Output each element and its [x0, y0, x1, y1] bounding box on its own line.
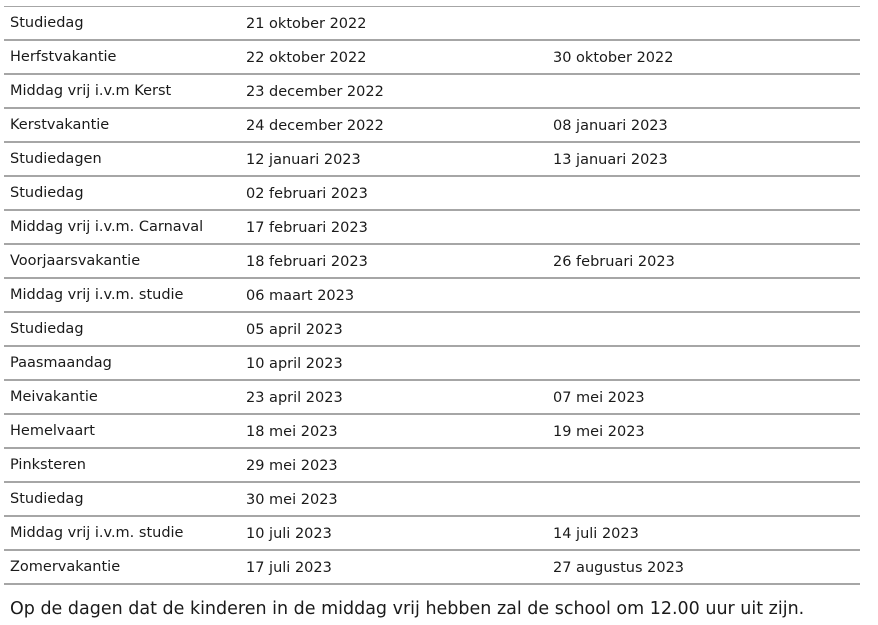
- start-date: 24 december 2022: [246, 118, 384, 134]
- event-name: Studiedag: [10, 15, 84, 31]
- table-row: [4, 7, 860, 41]
- start-date: 18 mei 2023: [246, 424, 338, 440]
- schedule-table: [4, 6, 860, 585]
- table-row: [4, 143, 860, 177]
- end-date: 07 mei 2023: [553, 390, 645, 406]
- event-name: Middag vrij i.v.m. studie: [10, 525, 184, 541]
- end-date: 14 juli 2023: [553, 526, 639, 542]
- event-name: Hemelvaart: [10, 423, 95, 439]
- event-name: Zomervakantie: [10, 559, 121, 575]
- event-name: Meivakantie: [10, 389, 98, 405]
- table-row: [4, 177, 860, 211]
- table-row: [4, 517, 860, 551]
- table-row: [4, 415, 860, 449]
- event-name: Kerstvakantie: [10, 117, 110, 133]
- table-row: [4, 245, 860, 279]
- start-date: 22 oktober 2022: [246, 50, 367, 66]
- start-date: 29 mei 2023: [246, 458, 338, 474]
- table-row: [4, 313, 860, 347]
- start-date: 05 april 2023: [246, 322, 343, 338]
- table-row: [4, 75, 860, 109]
- start-date: 18 februari 2023: [246, 254, 368, 270]
- event-name: Middag vrij i.v.m. studie: [10, 287, 184, 303]
- start-date: 02 februari 2023: [246, 186, 368, 202]
- footnote-text: Op de dagen dat de kinderen in de middag vrij hebben zal de school om 12.00 uur uit zijn.: [10, 599, 805, 619]
- start-date: 17 juli 2023: [246, 560, 332, 576]
- start-date: 23 april 2023: [246, 390, 343, 406]
- event-name: Herfstvakantie: [10, 49, 117, 65]
- start-date: 17 februari 2023: [246, 220, 368, 236]
- table-row: [4, 279, 860, 313]
- start-date: 06 maart 2023: [246, 288, 355, 304]
- table-row: [4, 109, 860, 143]
- event-name: Middag vrij i.v.m. Carnaval: [10, 219, 204, 235]
- end-date: 27 augustus 2023: [553, 560, 685, 576]
- end-date: 30 oktober 2022: [553, 50, 674, 66]
- event-name: Pinksteren: [10, 457, 86, 473]
- table-row: [4, 347, 860, 381]
- table-row: [4, 449, 860, 483]
- table-row: [4, 211, 860, 245]
- table-row: [4, 551, 860, 585]
- event-name: Studiedag: [10, 491, 84, 507]
- start-date: 10 april 2023: [246, 356, 343, 372]
- end-date: 19 mei 2023: [553, 424, 645, 440]
- event-name: Studiedag: [10, 185, 84, 201]
- end-date: 08 januari 2023: [553, 118, 668, 134]
- event-name: Studiedag: [10, 321, 84, 337]
- start-date: 12 januari 2023: [246, 152, 361, 168]
- event-name: Studiedagen: [10, 151, 102, 167]
- event-name: Voorjaarsvakantie: [10, 253, 141, 269]
- event-name: Paasmaandag: [10, 355, 112, 371]
- table-row: [4, 41, 860, 75]
- event-name: Middag vrij i.v.m Kerst: [10, 83, 172, 99]
- table-row: [4, 381, 860, 415]
- end-date: 13 januari 2023: [553, 152, 668, 168]
- start-date: 21 oktober 2022: [246, 16, 367, 32]
- start-date: 30 mei 2023: [246, 492, 338, 508]
- table-row: [4, 483, 860, 517]
- start-date: 10 juli 2023: [246, 526, 332, 542]
- start-date: 23 december 2022: [246, 84, 384, 100]
- end-date: 26 februari 2023: [553, 254, 675, 270]
